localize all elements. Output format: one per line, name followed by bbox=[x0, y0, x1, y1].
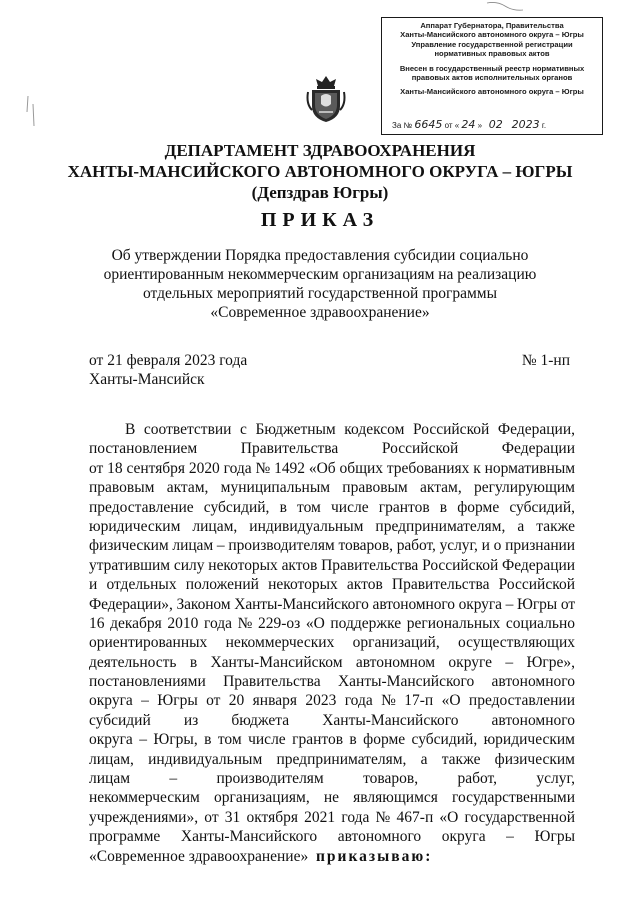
order-title: ПРИКАЗ bbox=[260, 209, 380, 231]
body-line: физическим лицам – производителям товаров, работ, услуг, и о признании bbox=[89, 537, 575, 555]
body-line: В соответствии с Бюджетным кодексом Российской Федерации, bbox=[125, 421, 575, 438]
order-date: от 21 февраля 2023 года bbox=[89, 352, 248, 369]
reg-day: 24 bbox=[461, 117, 476, 131]
subject-line: Об утверждении Порядка предоставления субсидии социально bbox=[111, 247, 529, 264]
pencil-mark bbox=[24, 94, 38, 128]
stamp-line: Ханты-Мансийского автономного округа – Югры bbox=[400, 87, 584, 97]
stamp-line: Аппарат Губернатора, Правительства bbox=[420, 21, 564, 30]
stamp-line: Ханты-Мансийского автономного округа – Югры bbox=[400, 30, 584, 40]
dept-name-line1: ДЕПАРТАМЕНТ ЗДРАВООХРАНЕНИЯ bbox=[164, 141, 476, 160]
subject-line: отдельных мероприятий государственной программы bbox=[142, 285, 498, 302]
coat-of-arms-icon bbox=[304, 74, 348, 124]
body-line: 16 декабря 2010 года № 229-оз «О поддержке региональных социально bbox=[89, 614, 575, 632]
reg-mid: » bbox=[477, 120, 483, 130]
body-line: округа – Югры от 20 января 2023 года № 17-п «О предоставлении bbox=[89, 692, 575, 710]
body-line: правовым актам, муниципальным правовым актам, регулирующим bbox=[89, 479, 575, 497]
stamp-line: правовых актов исполнительных органов bbox=[411, 73, 573, 83]
order-number: № 1-нп bbox=[521, 352, 570, 369]
stamp-line: Внесен в государственный реестр нормативных bbox=[399, 63, 585, 73]
body-line: некоммерческим организациям, не являющимся государственными bbox=[89, 789, 575, 807]
stamp-registration-number bbox=[392, 117, 547, 131]
registration-stamp bbox=[381, 17, 603, 135]
body-line: программе Ханты-Мансийского автономного округа – Югры bbox=[89, 828, 575, 846]
reg-year: 2023 bbox=[511, 117, 540, 131]
subject-line: «Современное здравоохранение» bbox=[210, 304, 430, 321]
stamp-line: Управление государственной регистрации bbox=[411, 39, 573, 49]
reg-prefix: За № bbox=[392, 120, 413, 130]
body-line: предоставление субсидий, в том числе грантов в форме субсидий, bbox=[89, 498, 575, 516]
body-line: юридическим лицам, индивидуальным предпринимателям, а также bbox=[89, 517, 575, 535]
body-line: деятельность в Ханты-Мансийском автономном округе – Югре», bbox=[89, 653, 575, 671]
body-line: лицам – производителям товаров, работ, услуг, bbox=[89, 770, 575, 788]
order-command: приказываю: bbox=[315, 847, 433, 865]
department-header bbox=[0, 140, 640, 203]
body-line: утратившим силу некоторых актов Правительства Российской Федерации bbox=[89, 556, 575, 574]
body-line: от 18 сентября 2020 года № 1492 «Об общих требованиях к нормативным bbox=[89, 459, 576, 477]
body-line: лицам, индивидуальным предпринимателям, а также физическим bbox=[89, 750, 575, 768]
body-line: округа – Югры, в том числе грантов в форме субсидий, юридическим bbox=[89, 731, 575, 749]
subject-line: ориентированным некоммерческим организациям на реализацию bbox=[103, 266, 537, 283]
dept-name-line2: ХАНТЫ-МАНСИЙСКОГО АВТОНОМНОГО ОКРУГА – ЮГРЫ bbox=[67, 162, 573, 181]
reg-suffix: г. bbox=[541, 120, 547, 130]
body-line: постановлениями Правительства Ханты-Мансийского автономного bbox=[89, 673, 575, 691]
order-city: Ханты-Мансийск bbox=[89, 371, 205, 388]
dept-short-name: (Депздрав Югры) bbox=[251, 183, 389, 202]
pen-mark-top bbox=[485, 0, 525, 12]
body-line: ориентированных некоммерческих организаций, осуществляющих bbox=[89, 634, 575, 652]
order-subject bbox=[0, 246, 640, 322]
reg-month: 02 bbox=[488, 117, 503, 131]
body-line: Федерации», Законом Ханты-Мансийского автономного округа – Югры от bbox=[89, 595, 575, 613]
order-body bbox=[89, 420, 575, 866]
body-line: субсидий из бюджета Ханты-Мансийского автономного bbox=[89, 711, 575, 729]
body-line: и отдельных положений некоторых актов Правительства Российской bbox=[89, 576, 575, 594]
reg-from: от « bbox=[444, 120, 460, 130]
body-final-line bbox=[89, 847, 575, 866]
stamp-line: нормативных правовых актов bbox=[434, 49, 550, 59]
reg-number: 6645 bbox=[414, 117, 443, 131]
body-line-text: «Современное здравоохранение» bbox=[89, 847, 309, 865]
body-line: учреждениями», от 31 октября 2021 года № 467-п «О государственной bbox=[89, 808, 575, 826]
body-line: постановлением Правительства Российской Федерации bbox=[89, 440, 575, 458]
